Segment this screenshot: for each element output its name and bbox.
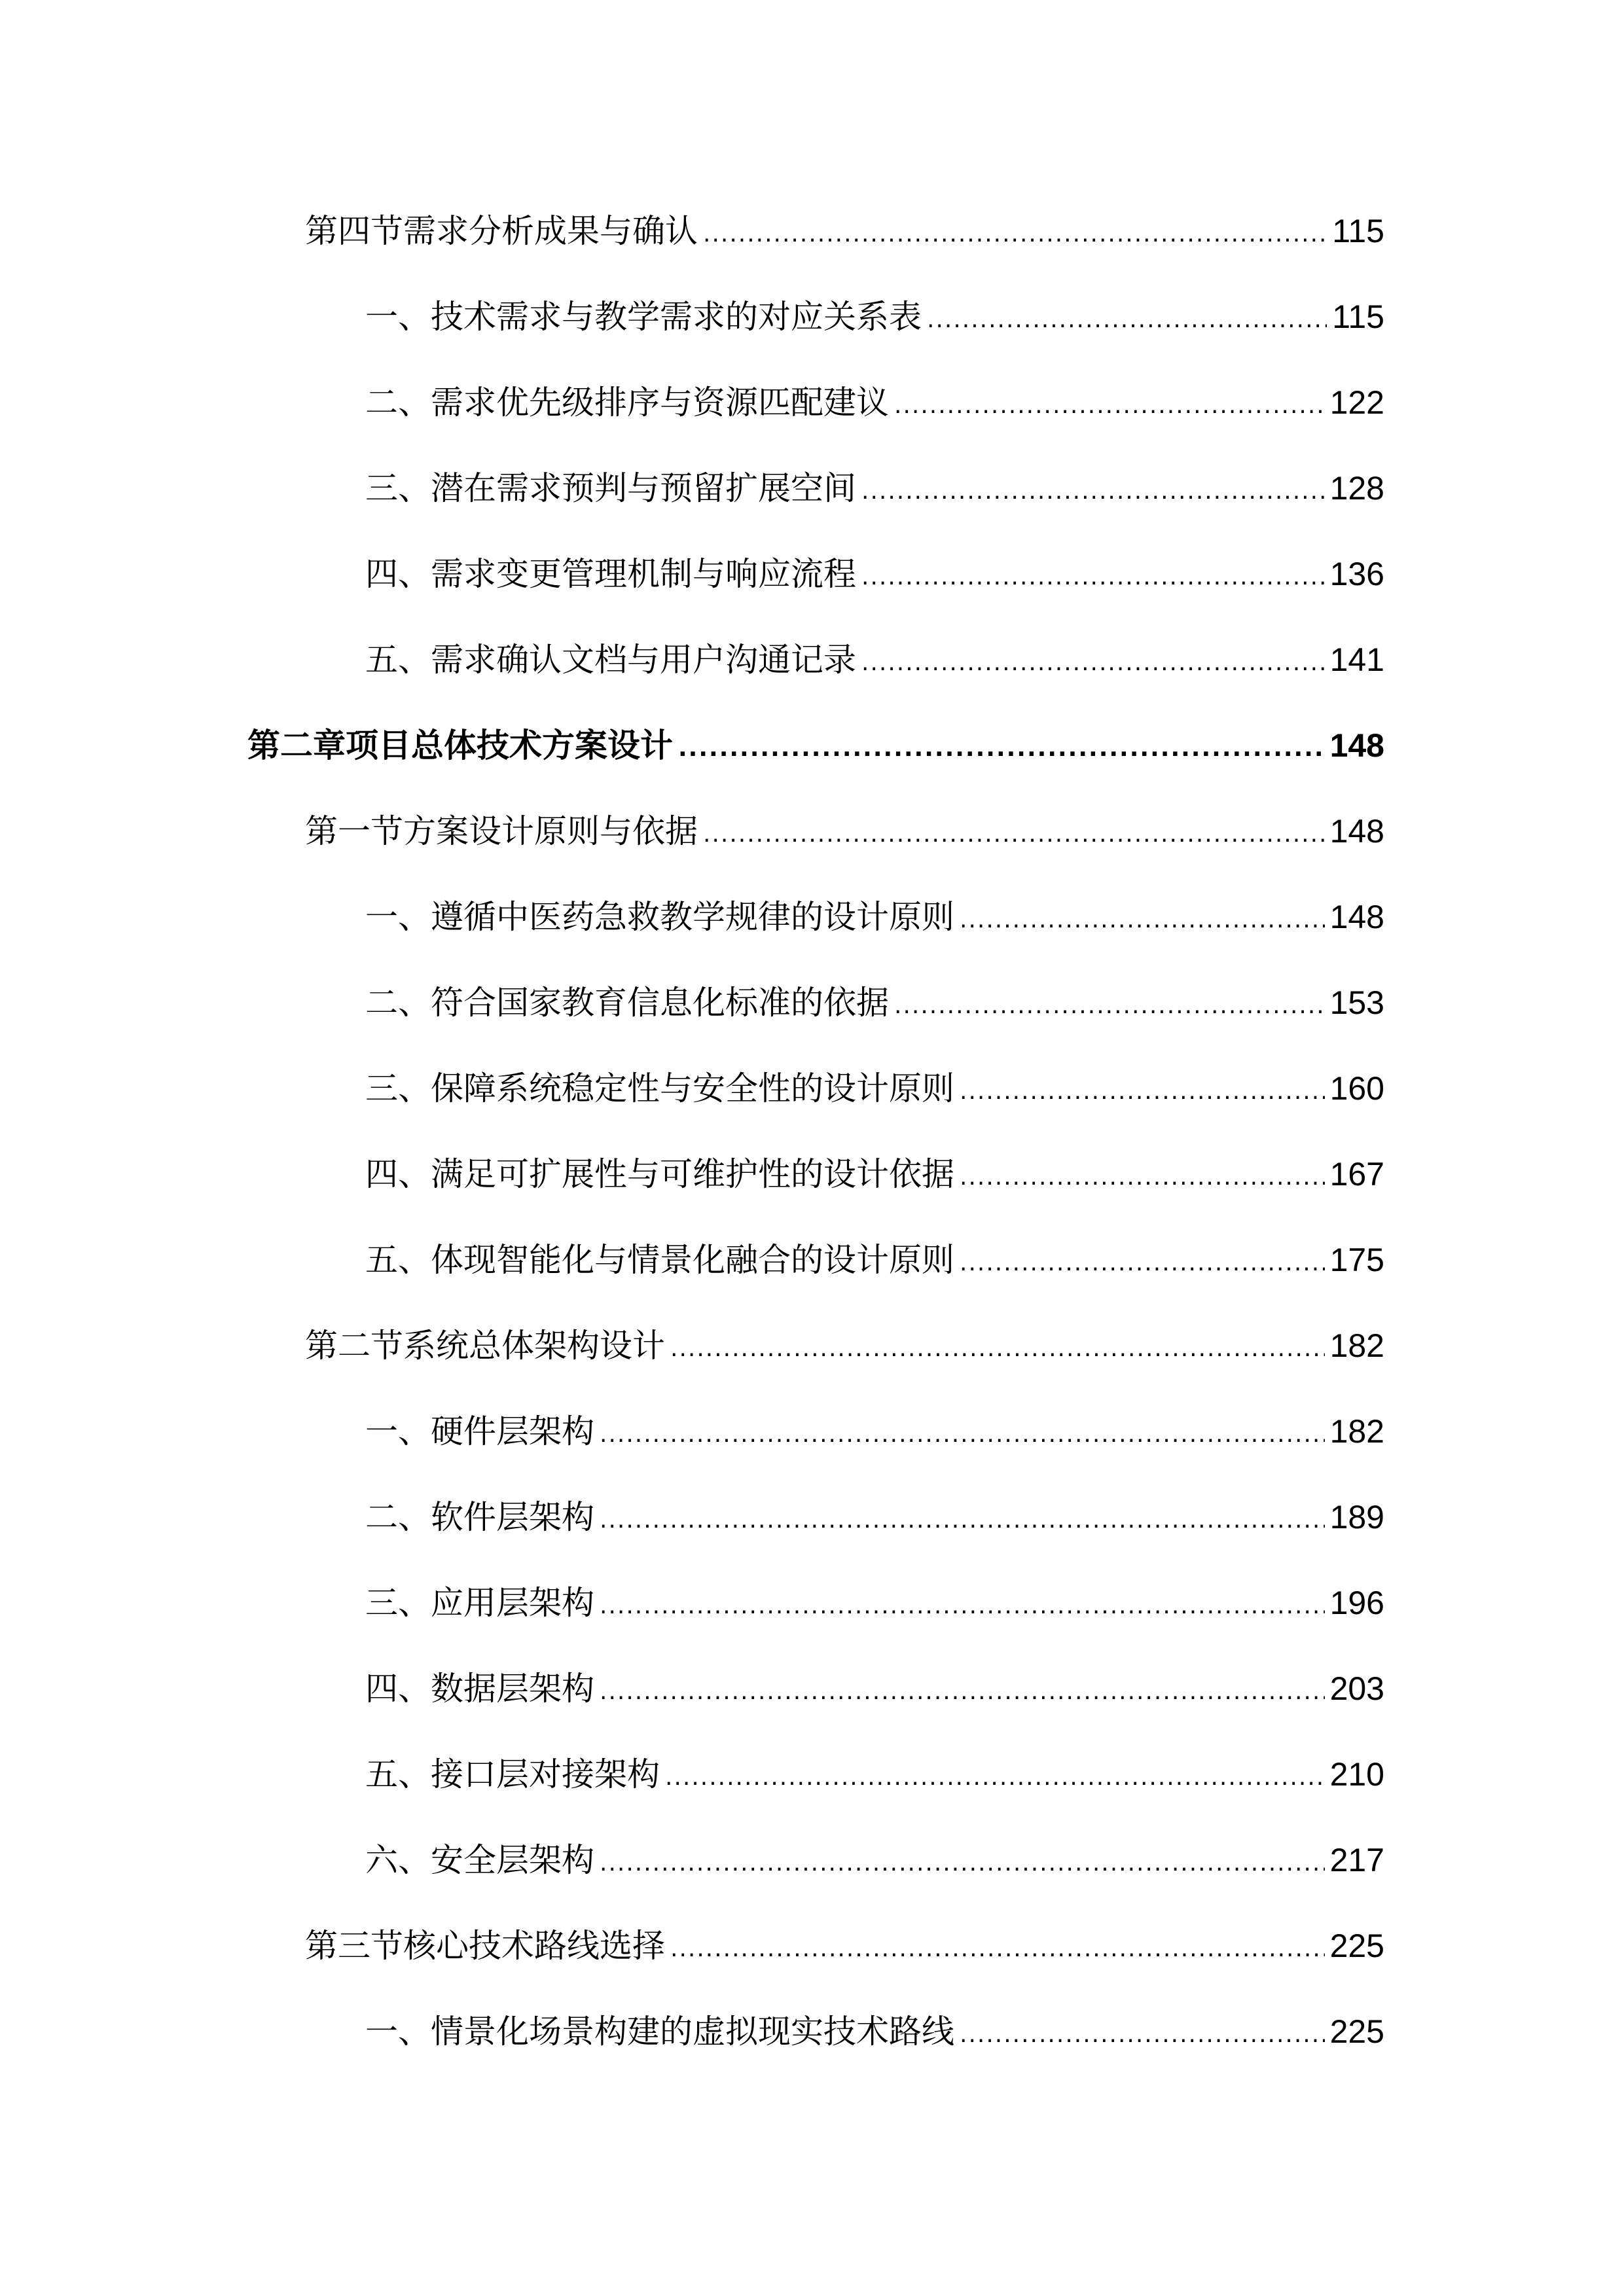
toc-entry-title: 一、硬件层架构 xyxy=(365,1412,594,1450)
dot-leader xyxy=(703,815,1325,854)
toc-entry-page: 148 xyxy=(1329,813,1384,850)
toc-entry[interactable] xyxy=(365,980,1384,1026)
dot-leader xyxy=(678,729,1325,768)
toc-entry-page: 160 xyxy=(1329,1070,1384,1107)
toc-entry[interactable] xyxy=(305,1923,1384,1969)
toc-entry-title: 四、需求变更管理机制与响应流程 xyxy=(365,555,856,593)
toc-entry-title: 一、遵循中医药急救教学规律的设计原则 xyxy=(365,898,954,936)
toc-entry-title: 第二章项目总体技术方案设计 xyxy=(247,726,673,764)
toc-entry-page: 189 xyxy=(1329,1499,1384,1535)
toc-entry-title: 第三节核心技术路线选择 xyxy=(305,1927,665,1965)
toc-entry-title: 第一节方案设计原则与依据 xyxy=(305,812,698,850)
toc-entry[interactable] xyxy=(365,2009,1384,2054)
dot-leader xyxy=(670,1929,1325,1969)
toc-entry-title: 二、软件层架构 xyxy=(365,1498,594,1536)
dot-leader xyxy=(861,643,1325,683)
toc-entry-title: 三、保障系统稳定性与安全性的设计原则 xyxy=(365,1069,954,1107)
toc-entry-page: 196 xyxy=(1329,1585,1384,1621)
toc-entry-page: 128 xyxy=(1329,470,1384,507)
dot-leader xyxy=(703,215,1327,254)
toc-entry-page: 182 xyxy=(1329,1327,1384,1364)
toc-entry[interactable] xyxy=(305,208,1384,254)
toc-entry-page: 141 xyxy=(1329,641,1384,678)
toc-entry-page: 115 xyxy=(1332,213,1384,249)
dot-leader xyxy=(894,986,1325,1026)
dot-leader xyxy=(861,472,1325,511)
toc-entry-title: 六、安全层架构 xyxy=(365,1841,594,1879)
toc-entry-title: 三、应用层架构 xyxy=(365,1584,594,1622)
toc-entry[interactable] xyxy=(365,1751,1384,1797)
toc-entry[interactable] xyxy=(365,1237,1384,1283)
dot-leader xyxy=(600,1415,1325,1454)
dot-leader xyxy=(600,1844,1325,1883)
toc-entry-page: 203 xyxy=(1329,1670,1384,1707)
toc-entry-page: 115 xyxy=(1332,298,1384,335)
toc-entry-page: 225 xyxy=(1329,1928,1384,1964)
toc-entry[interactable] xyxy=(365,894,1384,940)
toc-entry[interactable] xyxy=(365,1408,1384,1454)
toc-entry-page: 210 xyxy=(1329,1756,1384,1793)
dot-leader xyxy=(894,386,1325,425)
toc-entry[interactable] xyxy=(365,380,1384,425)
dot-leader xyxy=(960,901,1325,940)
dot-leader xyxy=(861,558,1325,597)
dot-leader xyxy=(670,1329,1325,1369)
toc-entry-page: 148 xyxy=(1329,899,1384,935)
dot-leader xyxy=(600,1501,1325,1540)
toc-entry-page: 167 xyxy=(1329,1156,1384,1193)
toc-entry-title: 一、情景化场景构建的虚拟现实技术路线 xyxy=(365,2013,954,2051)
toc-entry-title: 二、符合国家教育信息化标准的依据 xyxy=(365,984,889,1022)
dot-leader xyxy=(600,1587,1325,1626)
toc-entry[interactable] xyxy=(365,637,1384,683)
toc-entry-title: 五、需求确认文档与用户沟通记录 xyxy=(365,641,856,679)
toc-entry[interactable] xyxy=(365,294,1384,340)
toc-entry-page: 122 xyxy=(1329,384,1384,421)
toc-entry-title: 二、需求优先级排序与资源匹配建议 xyxy=(365,384,889,422)
toc-entry-title: 五、接口层对接架构 xyxy=(365,1755,660,1793)
toc-entry-page: 153 xyxy=(1329,984,1384,1021)
toc-entry-page: 182 xyxy=(1329,1413,1384,1450)
toc-entry[interactable] xyxy=(365,1066,1384,1111)
toc-entry[interactable] xyxy=(365,1666,1384,1712)
dot-leader xyxy=(600,1672,1325,1712)
toc-entry[interactable] xyxy=(305,808,1384,854)
toc-entry-title: 五、体现智能化与情景化融合的设计原则 xyxy=(365,1241,954,1279)
toc-entry[interactable] xyxy=(305,1323,1384,1369)
toc-entry-title: 一、技术需求与教学需求的对应关系表 xyxy=(365,298,922,336)
toc-entry-title: 三、潜在需求预判与预留扩展空间 xyxy=(365,469,856,507)
toc-entry-title: 四、满足可扩展性与可维护性的设计依据 xyxy=(365,1155,954,1193)
toc-entry[interactable] xyxy=(365,1580,1384,1626)
toc-entry-title: 第二节系统总体架构设计 xyxy=(305,1327,665,1365)
toc-entry-page: 148 xyxy=(1329,727,1384,764)
toc-entry[interactable] xyxy=(247,723,1384,768)
toc-entry[interactable] xyxy=(365,551,1384,597)
dot-leader xyxy=(960,1244,1325,1283)
dot-leader xyxy=(960,1158,1325,1197)
toc-entry[interactable] xyxy=(365,1837,1384,1883)
toc-entry-page: 136 xyxy=(1329,556,1384,592)
toc-entry[interactable] xyxy=(365,1151,1384,1197)
toc-entry-page: 175 xyxy=(1329,1242,1384,1278)
toc-entry[interactable] xyxy=(365,465,1384,511)
dot-leader xyxy=(927,300,1327,340)
dot-leader xyxy=(960,2015,1325,2054)
toc-entry-page: 225 xyxy=(1329,2013,1384,2050)
toc-entry[interactable] xyxy=(365,1494,1384,1540)
dot-leader xyxy=(960,1072,1325,1111)
toc-entry-title: 四、数据层架构 xyxy=(365,1670,594,1708)
dot-leader xyxy=(665,1758,1325,1797)
toc-entry-title: 第四节需求分析成果与确认 xyxy=(305,212,698,250)
toc-entry-page: 217 xyxy=(1329,1842,1384,1878)
